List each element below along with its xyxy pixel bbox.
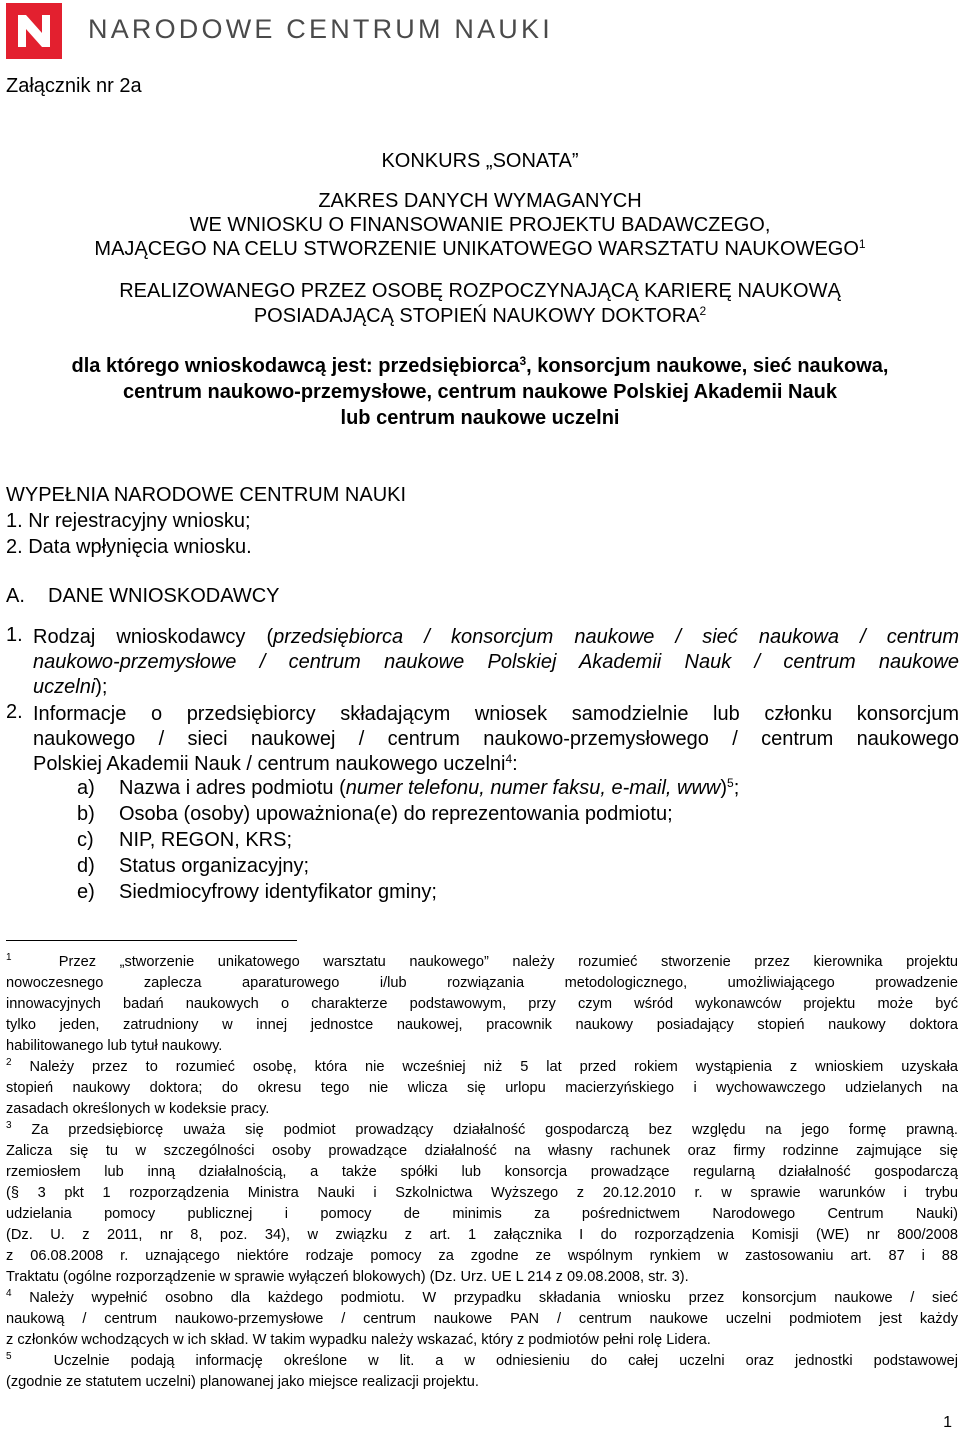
applicant-type-line: dla którego wnioskodawcą jest: przedsiębiorca$^3$, konsorcjum naukowe, sieć naukowa,	[71, 354, 889, 377]
footnote-ref: 2	[699, 304, 707, 318]
item-text: Informacje o przedsiębiorcy składającym wniosek samodzielnie lub członku konsorcjum naukowego / sieci naukowej / centrum naukowo-przemysłowego / centrum naukowego Polskiej Akademii Nauk / centrum naukowego uczelni$^4$:	[33, 703, 959, 775]
footnote-ref: 1	[858, 237, 866, 251]
list-item: 2. Data wpłynięcia wniosku.	[6, 536, 252, 558]
item-number: 2.	[6, 701, 23, 723]
sub-item: a) Nazwa i adres podmiotu (numer telefonu, numer faksu, e-mail, www)$^5$;	[77, 776, 740, 799]
footnote-ref: 4	[505, 752, 513, 766]
footnote-1: $^1$ Przez „stworzenie unikatowego warsztatu naukowego” należy rozumieć stworzenie przez kierownika projektu nowoczesnego zaplecza aparaturowego i/lub rozwiązania metodologicznego, umożliwiającego prowadzenie innowacyjnych badań naukowych o charakterze podstawowym, przy czym wśród wykonawców projektu może być tylko jeden, zatrudniony w innej jednostce naukowej, pracownik naukowy posiadający stopień naukowy doktora habilitowanego lub tytuł naukowy.	[6, 952, 958, 1054]
contest-title: KONKURS „SONATA”	[381, 150, 579, 172]
section-title: DANE WNIOSKODAWCY	[48, 585, 280, 607]
title-line: ZAKRES DANYCH WYMAGANYCH	[318, 190, 642, 212]
title-line: POSIADAJĄCĄ STOPIEŃ NAUKOWY DOKTORA$^2$	[253, 304, 707, 327]
item-text: Rodzaj wnioskodawcy (przedsiębiorca / konsorcjum naukowe / sieć naukowa / centrum naukowo-przemysłowe / centrum naukowe Polskiej Akademii Nauk / centrum naukowe uczelni);	[33, 626, 959, 698]
attachment-label: Załącznik nr 2a	[6, 75, 142, 97]
ncn-logo	[6, 3, 80, 59]
footnote-4: $^4$ Należy wypełnić osobno dla każdego podmiotu. W przypadku składania wniosku przez konsorcjum naukowe / sieć naukową / centrum naukowo-przemysłowe / centrum naukowe PAN / centrum naukowe uczelni podmiotem jest każdy z członków wchodzących w ich skład. W takim wypadku należy wskazać, który z podmiotów pełni rolę Lidera.	[6, 1288, 958, 1348]
title-line: REALIZOWANEGO PRZEZ OSOBĘ ROZPOCZYNAJĄCĄ KARIERĘ NAUKOWĄ	[119, 280, 841, 302]
title-line: WE WNIOSKU O FINANSOWANIE PROJEKTU BADAWCZEGO,	[189, 214, 771, 236]
footnote-ref: 3	[519, 354, 527, 368]
list-item: 1. Nr rejestracyjny wniosku;	[6, 510, 251, 532]
ncn-logo-icon	[6, 3, 80, 59]
page-number: 1	[943, 1414, 952, 1431]
section-letter: A.	[6, 585, 25, 607]
section-heading: WYPEŁNIA NARODOWE CENTRUM NAUKI	[6, 484, 407, 506]
footnote-ref: 5	[727, 776, 734, 790]
applicant-type-line: lub centrum naukowe uczelni	[340, 407, 620, 429]
footnote-2: $^2$ Należy przez to rozumieć osobę, która nie wcześniej niż 5 lat przed rokiem wystąpienia z wnioskiem uzyskała stopień naukowy doktora; do okresu tego nie wlicza się urlopu macierzyńskiego i wychowawczego udzielanych na zasadach określonych w kodeksie pracy.	[6, 1057, 958, 1117]
sub-item: b) Osoba (osoby) upoważniona(e) do reprezentowania podmiotu;	[77, 803, 673, 825]
title-line: MAJĄCEGO NA CELU STWORZENIE UNIKATOWEGO WARSZTATU NAUKOWEGO$^1$	[94, 237, 866, 260]
sub-item: d) Status organizacyjny;	[77, 855, 310, 877]
footnote-separator	[6, 940, 297, 941]
sub-item: c) NIP, REGON, KRS;	[77, 829, 293, 851]
item-number: 1.	[6, 624, 23, 646]
applicant-type-line: centrum naukowo-przemysłowe, centrum naukowe Polskiej Akademii Nauk	[123, 381, 837, 403]
footnote-5: $^5$ Uczelnie podają informację określone w lit. a w odniesieniu do całej uczelni oraz jednostki podstawowej (zgodnie ze statutem uczelni) planowanej jako miejsce realizacji projektu.	[6, 1351, 959, 1390]
footnote-3: $^3$ Za przedsiębiorcę uważa się podmiot prowadzący działalność gospodarczą bez względu na jego formę prawną. Zalicza się tu w szczególności osoby prowadzące działalność na własny rachunek oraz firmy rodzinne zajmujące się rzemiosłem lub inną działalnością, a także spółki lub konsorcja prowadzące regularną działalność gospodarczą (§ 3 pkt 1 rozporządzenia Ministra Nauki i Szkolnictwa Wyższego z 20.12.2010 r. w sprawie warunków i trybu udzielania pomocy publicznej i pomocy de minimis za pośrednictwem Narodowego Centrum Nauki) (Dz. U. z 2011, nr 8, poz. 34), w związku z art. 1 załącznika I do rozporządzenia Komisji (WE) nr 800/2008 z 06.08.2008 r. uznającego niektóre rodzaje pomocy za zgodne ze wspólnym rynkiem w zastosowaniu art. 87 i 88 Traktatu (ogólne rozporządzenie w sprawie wyłączeń blokowych) (Dz. Urz. UE L 214 z 09.08.2008, str. 3).	[6, 1120, 958, 1285]
logo-wordmark: NARODOWE CENTRUM NAUKI	[88, 14, 553, 44]
sub-item: e) Siedmiocyfrowy identyfikator gminy;	[77, 881, 437, 903]
